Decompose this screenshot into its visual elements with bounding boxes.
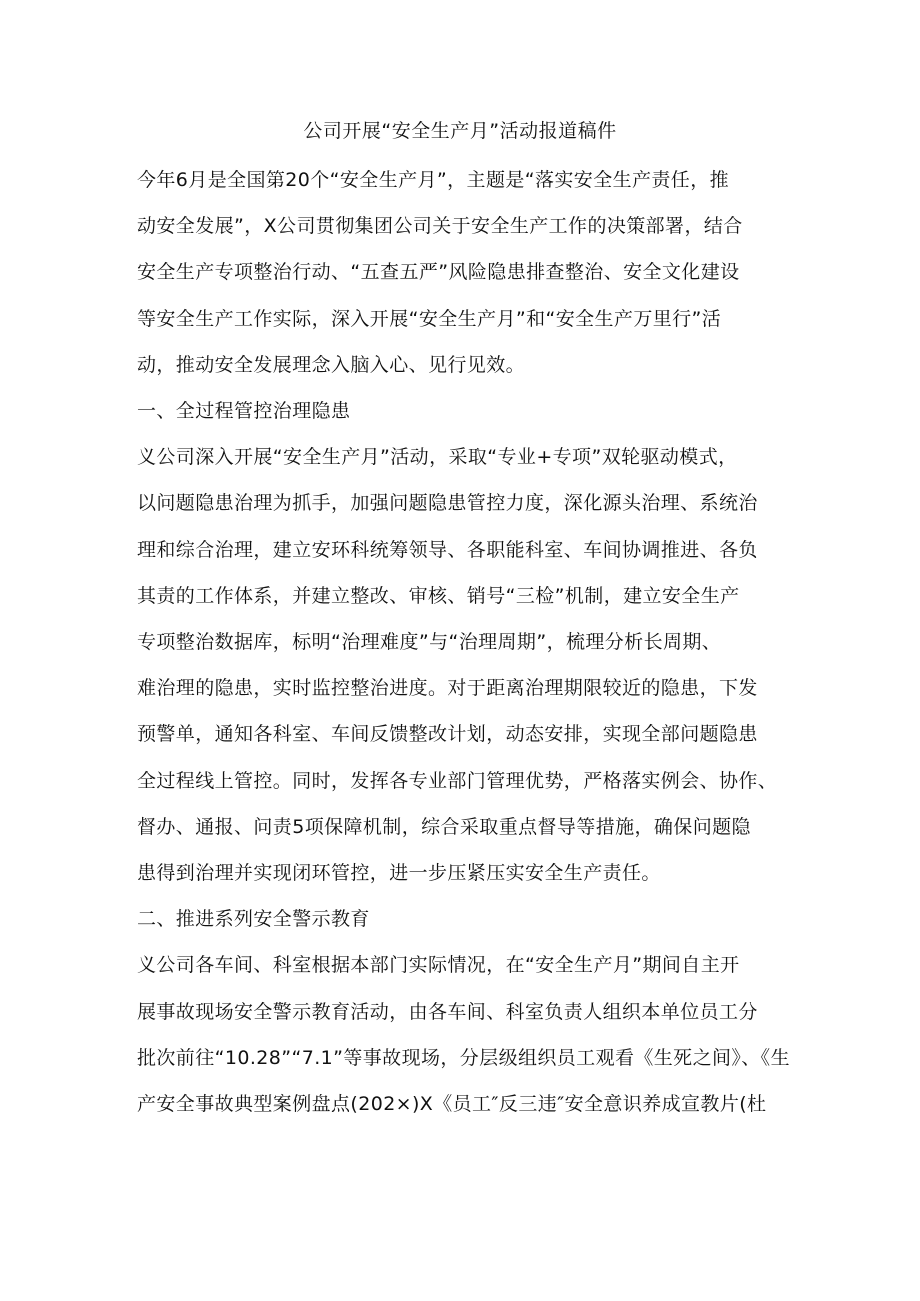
paragraph-line: 理和综合治理，建立安环科统筹领导、各职能科室、车间协调推进、各负 <box>137 539 758 561</box>
section-heading: 一、全过程管控治理隐患 <box>137 400 351 422</box>
paragraph-line: 其责的工作体系，并建立整改、审核、销号“三检”机制，建立安全生产 <box>137 585 740 607</box>
paragraph-line: 以问题隐患治理为抓手，加强问题隐患管控力度，深化源头治理、系统治 <box>137 492 758 514</box>
paragraph-line: 患得到治理并实现闭环管控，进一步压紧压实安全生产责任。 <box>137 862 661 884</box>
paragraph-line: 专项整治数据库，标明“治理难度”与“治理周期”，梳理分析长周期、 <box>137 631 722 653</box>
paragraph-line: 安全生产专项整治行动、“五查五严”风险隐患排查整治、安全文化建设 <box>137 261 740 283</box>
paragraph-line: 批次前往“10.28”“7.1”等事故现场，分层级组织员工观看《生死之间》、《生 <box>137 1047 790 1069</box>
document-title: 公司开展“安全生产月”活动报道稿件 <box>303 120 617 142</box>
paragraph-line: 展事故现场安全警示教育活动，由各车间、科室负责人组织本单位员工分 <box>137 1001 758 1023</box>
paragraph-line: 义公司深入开展“安全生产月”活动，采取“专业+专项”双轮驱动模式， <box>137 446 738 468</box>
paragraph-line: 难治理的隐患，实时监控整治进度。对于距离治理期限较近的隐患，下发 <box>137 677 758 699</box>
paragraph-line: 义公司各车间、科室根据本部门实际情况，在“安全生产月”期间自主开 <box>137 954 740 976</box>
section-heading: 二、推进系列安全警示教育 <box>137 908 370 930</box>
paragraph-line: 全过程线上管控。同时，发挥各专业部门管理优势，严格落实例会、协作、 <box>137 770 778 792</box>
paragraph-line: 产安全事故典型案例盘点(202×)X《员工″反三违″安全意识养成宣教片(杜 <box>137 1093 767 1115</box>
paragraph-line: 今年6月是全国第20个“安全生产月”，主题是“落实安全生产责任，推 <box>137 169 729 191</box>
paragraph-line: 等安全生产工作实际，深入开展“安全生产月”和“安全生产万里行”活 <box>137 308 722 330</box>
paragraph-line: 预警单，通知各科室、车间反馈整改计划，动态安排，实现全部问题隐患 <box>137 723 758 745</box>
paragraph-line: 督办、通报、问责5项保障机制，综合采取重点督导等措施，确保问题隐 <box>137 816 751 838</box>
paragraph-line: 动，推动安全发展理念入脑入心、见行见效。 <box>137 354 526 376</box>
paragraph-line: 动安全发展”，X公司贯彻集团公司关于安全生产工作的决策部署，结合 <box>137 215 743 237</box>
